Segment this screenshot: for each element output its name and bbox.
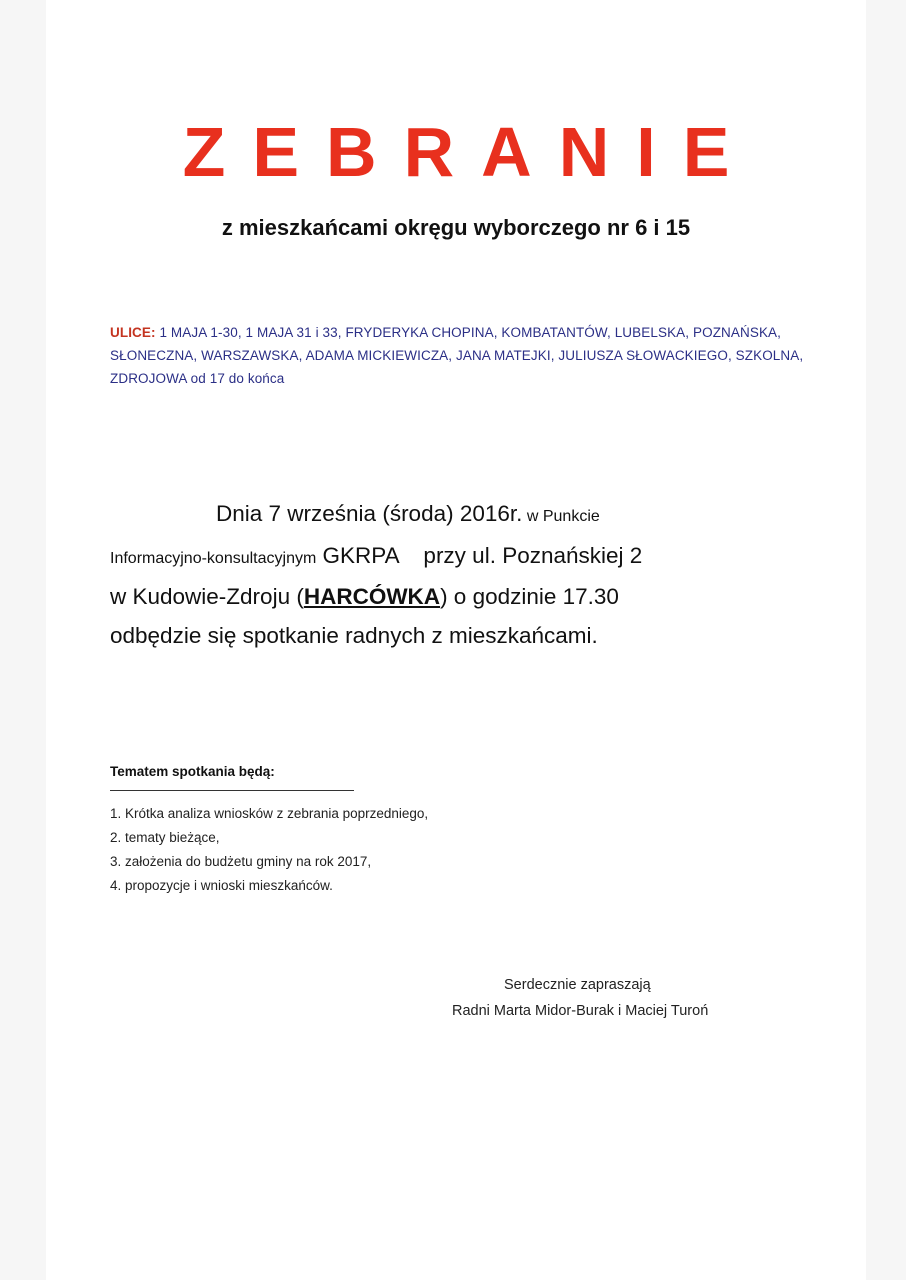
notice-page <box>46 0 866 1280</box>
signature-block <box>452 973 792 1025</box>
meeting-closing-line: odbędzie się spotkanie radnych z mieszkańcami. <box>110 622 598 648</box>
signatory-names: Radni Marta Midor-Burak i Maciej Turoń <box>452 1003 709 1019</box>
meeting-time: ) o godzinie 17.30 <box>440 584 619 609</box>
page-margin-right <box>866 0 906 1280</box>
list-item: 3. założenia do budżetu gminy na rok 2017, <box>110 854 372 869</box>
list-item: 4. propozycje i wnioski mieszkańców. <box>110 878 333 893</box>
page-title: ZEBRANIE <box>182 113 757 191</box>
streets-list: 1 MAJA 1-30, 1 MAJA 31 i 33, FRYDERYKA CHOPINA, KOMBATANTÓW, LUBELSKA, POZNAŃSKA, SŁONECZNA, WARSZAWSKA, ADAMA MICKIEWICZA, JANA MATEJKI, JULIUSZA SŁOWACKIEGO, SZKOLNA, ZDROJOWA od 17 do końca <box>110 325 804 386</box>
page-subtitle: z mieszkańcami okręgu wyborczego nr 6 i 15 <box>221 215 691 240</box>
topics-list <box>110 802 428 898</box>
meeting-date: Dnia 7 września (środa) 2016r. <box>216 501 523 526</box>
meeting-organization: GKRPA <box>316 542 399 568</box>
meeting-place-type: Informacyjno-konsultacyjnym <box>110 549 317 567</box>
streets-paragraph <box>110 321 850 390</box>
invitation-text: Serdecznie zapraszają <box>504 977 651 993</box>
streets-label: ULICE: <box>110 325 156 340</box>
meeting-address: przy ul. Poznańskiej 2 <box>398 542 643 568</box>
topics-heading: Tematem spotkania będą: <box>110 764 275 779</box>
meeting-venue-name: HARCÓWKA <box>303 584 441 609</box>
meeting-place-prefix: w Punkcie <box>522 508 600 525</box>
list-item: 1. Krótka analiza wniosków z zebrania poprzedniego, <box>110 806 429 821</box>
meeting-town: w Kudowie-Zdroju ( <box>110 584 304 609</box>
announcement-paragraph <box>110 495 840 655</box>
topics-divider <box>110 790 354 791</box>
list-item: 2. tematy bieżące, <box>110 830 220 845</box>
page-margin-left <box>0 0 46 1280</box>
